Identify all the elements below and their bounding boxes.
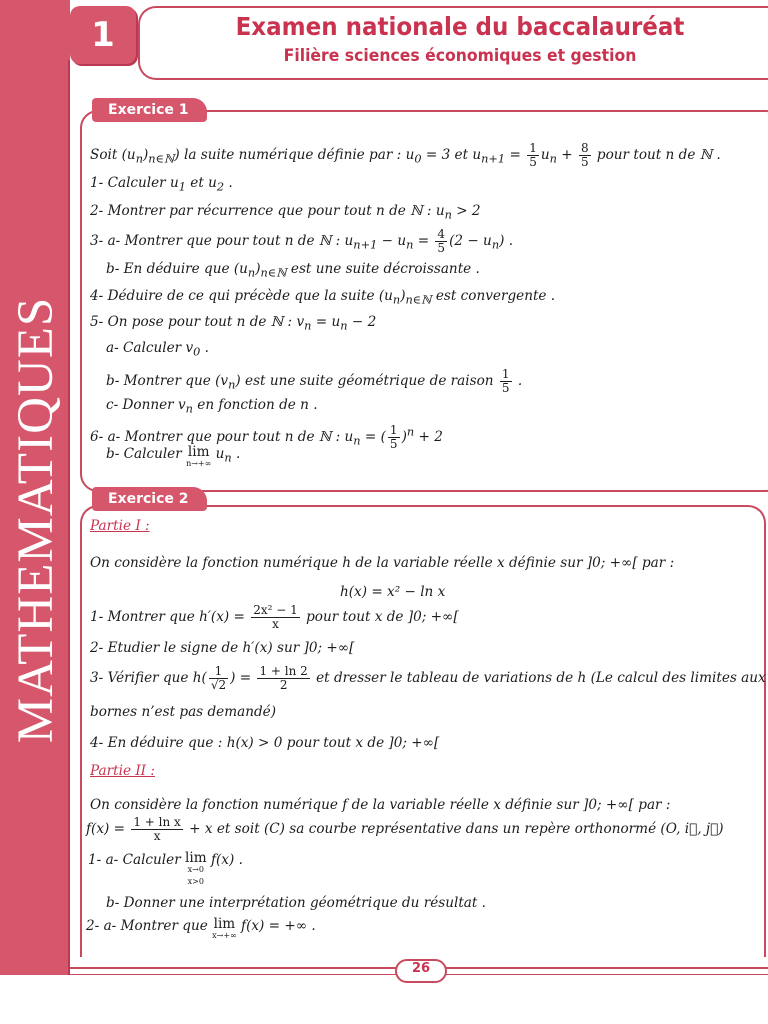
partie-2-q2a: 2- a- Montrer que lim x→+∞ f(x) = +∞ . [86,916,316,940]
partie-2-q1b: b- Donner une interprétation géométrique du résultat . [106,895,487,911]
partie-1-q2: 2- Etudier le signe de h′(x) sur ]0; +∞[ [90,640,355,656]
ex1-q6a: 6- a- Montrer que pour tout n de ℕ : $u_n$ = ( $\frac{1}{5}$ )$^n$ + 2 [90,423,443,451]
ex1-q2: 2- Montrer par récurrence que pour tout n de ℕ : $u_n > 2$ [90,203,481,222]
ex1-q5: 5- On pose pour tout n de ℕ : $v_n = u_n - 2$ [90,314,377,333]
partie-1-intro: On considère la fonction numérique h de la variable réelle x définie sur ]0; +∞[ par : [90,555,675,571]
h-definition: h(x) = x² − ln x [340,584,446,600]
page-number: 26 [411,961,431,976]
partie-2-heading: Partie II : [90,763,155,779]
exercise-2-tab: Exercice 2 [92,487,207,511]
sidebar-divider [68,60,70,975]
ex1-q5a: a- Calculer $v_0$ . [106,340,210,359]
ex1-q5c: c- Donner $v_n$ en fonction de n . [106,397,318,416]
page-title: Examen nationale du baccalauréat [235,12,685,41]
f-definition: f(x) = $\frac{\text{1 + ln x}}{x}$ + x et soit (C) sa courbe représentative dans un repère orthonormé (O, i⃗, j⃗) [86,815,724,843]
ex1-intro: Soit $(u_n)_{n\in ℕ}$) la suite numérique définie par : $u_0 = 3$ et $u_{n+1}$ = $\frac{1}{5}$ $u_n$ + $\frac{8}{5}$ pour tout n de ℕ . [90,141,721,169]
exercise-1-tab: Exercice 1 [92,98,207,122]
page-subtitle: Filière sciences économiques et gestion [283,46,637,66]
partie-2-intro: On considère la fonction numérique f de la variable réelle x définie sur ]0; +∞[ par : [90,797,671,813]
partie-2-q1a: 1- a- Calculer lim x→0 x>0 f(x) . [88,850,243,886]
chapter-number: 1 [91,15,115,55]
partie-1-q1: 1- Montrer que h′(x) = $\frac{\text{2x² − 1}}{x}$ pour tout x de ]0; +∞[ [90,603,459,631]
ex1-q4: 4- Déduire de ce qui précède que la suite $(u_n)_{n\in ℕ}$ est convergente . [90,288,556,307]
partie-1-heading: Partie I : [90,518,150,534]
ex1-q5b: b- Montrer que $(v_n)$ est une suite géométrique de raison $\frac{1}{5}$ . [106,367,523,395]
ex1-q1: 1- Calculer $u_1$ et $u_2$ . [90,175,233,194]
ex1-q6b: b- Calculer lim n→+∞ $u_n$ . [106,444,241,468]
ex1-q3b: b- En déduire que $(u_n)_{n\in ℕ}$ est une suite décroissante . [106,261,480,280]
exercise-2-box [80,505,766,957]
subject-title: MATHEMATIQUES [8,296,64,744]
partie-1-q4: 4- En déduire que : h(x) > 0 pour tout x de ]0; +∞[ [90,735,440,751]
chapter-number-box [70,6,136,64]
ex1-q3a: 3- a- Montrer que pour tout n de ℕ : $u_{n+1} - u_n$ = $\frac{4}{5}$ $(2 - u_n)$ . [90,227,514,255]
partie-1-q3: 3- Vérifier que h( $\frac{1}{√2}$ ) = $\frac{1 + \ln 2}{2}$ et dresser le tableau de variations de h (Le calcul des limites aux [90,664,766,692]
partie-1-q3-cont: bornes n’est pas demandé) [90,704,277,720]
